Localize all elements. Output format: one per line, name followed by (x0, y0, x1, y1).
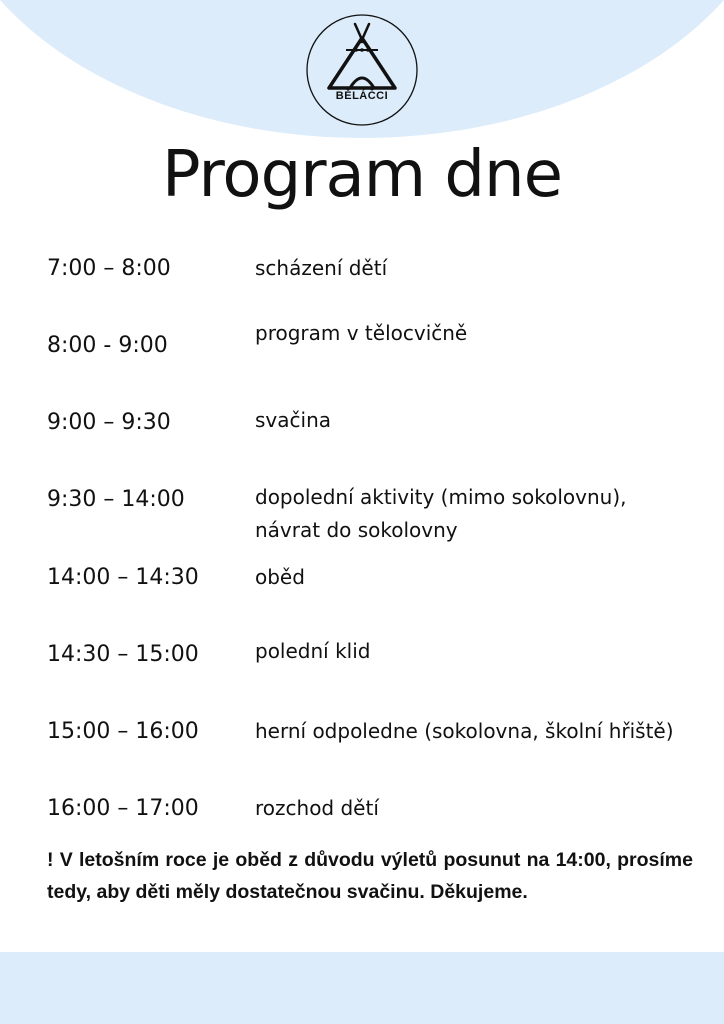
tipi-icon (306, 14, 418, 126)
schedule-time: 9:00 – 9:30 (47, 410, 171, 435)
footer-band (0, 952, 724, 1024)
schedule-activity: program v tělocvičně (255, 321, 468, 345)
schedule-activity: scházení dětí (255, 256, 388, 280)
schedule-time: 15:00 – 16:00 (47, 719, 199, 744)
schedule-activity: dopolední aktivity (mimo sokolovnu), návrat do sokolovny (255, 485, 627, 542)
schedule-time: 9:30 – 14:00 (47, 487, 185, 512)
schedule-activity: svačina (255, 408, 331, 432)
schedule-time: 16:00 – 17:00 (47, 796, 199, 821)
logo (306, 14, 418, 126)
schedule-time: 7:00 – 8:00 (47, 256, 171, 281)
schedule-activity: herní odpoledne (sokolovna, školní hřiště) (255, 719, 674, 743)
schedule-time: 14:00 – 14:30 (47, 565, 199, 590)
schedule-time: 8:00 - 9:00 (47, 333, 168, 358)
schedule-time: 14:30 – 15:00 (47, 642, 199, 667)
page-title: Program dne (162, 138, 562, 212)
schedule-activity: oběd (255, 565, 305, 589)
notice-text: ! V letošním roce je oběd z důvodu výletů posunut na 14:00, prosíme tedy, aby děti měly dostatečnou svačinu. Děkujeme. (47, 849, 693, 903)
schedule-activity: polední klid (255, 639, 371, 663)
schedule-activity: rozchod dětí (255, 796, 379, 820)
logo-text: BĚLÁČCI (335, 90, 389, 102)
